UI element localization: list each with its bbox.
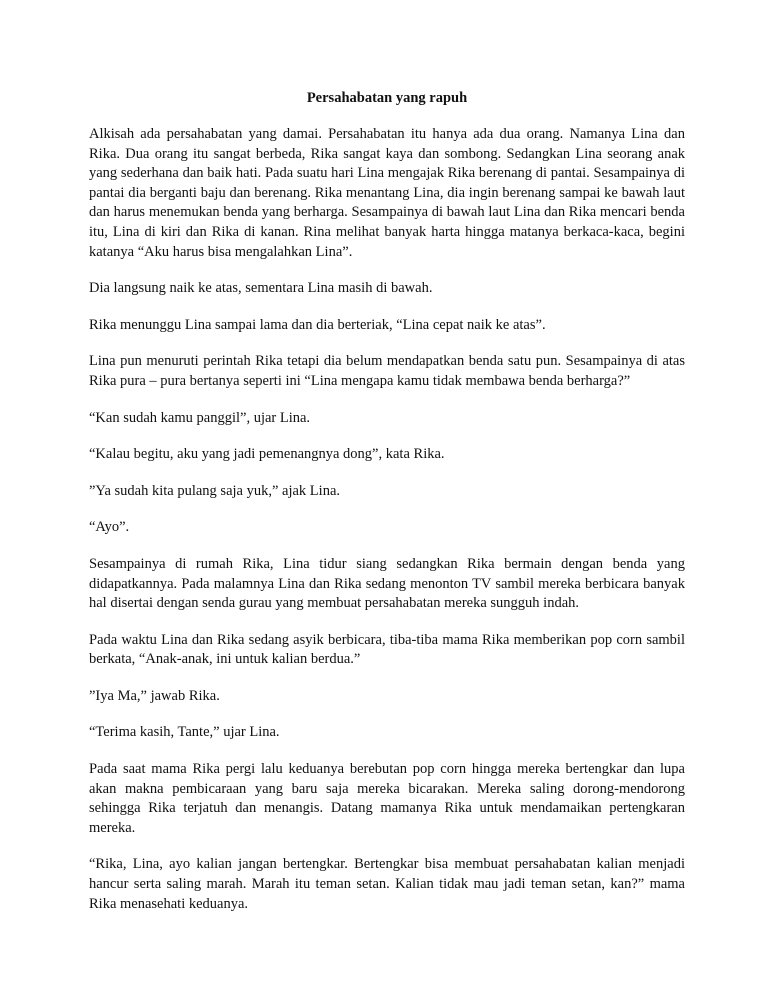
document-page xyxy=(89,88,685,931)
paragraph-10: Pada waktu Lina dan Rika sedang asyik berbicara, tiba-tiba mama Rika memberikan pop corn sambil berkata, “Anak-anak, ini untuk kalian berdua.” xyxy=(89,631,685,668)
document-title: Persahabatan yang rapuh xyxy=(306,90,468,106)
paragraph-12: “Terima kasih, Tante,” ujar Lina. xyxy=(89,724,280,741)
paragraph-14: “Rika, Lina, ayo kalian jangan bertengkar. Bertengkar bisa membuat persahabatan kalian menjadi hancur serta saling marah. Marah itu teman setan. Kalian tidak mau jadi teman setan, kan?” mama Rika menasehati keduanya. xyxy=(89,856,685,912)
paragraph-1: Alkisah ada persahabatan yang damai. Persahabatan itu hanya ada dua orang. Namanya Lina dan Rika. Dua orang itu sangat berbeda, Rika sangat kaya dan sombong. Sedangkan Lina seorang anak yang sederhana dan baik hati. Pada suatu hari Lina mengajak Rika berenang di pantai. Sesampainya di pantai dia berganti baju dan berenang. Rika menantang Lina, dia ingin berenang sampai ke bawah laut dan harus menemukan benda yang berharga. Sesampainya di bawah laut Lina dan Rika mencari benda itu, Lina di kiri dan Rika di kanan. Rina melihat banyak harta hingga matanya berkaca-kaca, begini katanya “Aku harus bisa mengalahkan Lina”. xyxy=(89,126,685,260)
paragraph-3: Rika menunggu Lina sampai lama dan dia berteriak, “Lina cepat naik ke atas”. xyxy=(89,316,546,333)
paragraph-11: ”Iya Ma,” jawab Rika. xyxy=(89,687,220,704)
paragraph-9: Sesampainya di rumah Rika, Lina tidur siang sedangkan Rika bermain dengan benda yang didapatkannya. Pada malamnya Lina dan Rika sedang menonton TV sambil mereka berbicara banyak hal disertai dengan senda gurau yang membuat persahabatan mereka sungguh indah. xyxy=(89,555,685,612)
paragraph-4: Lina pun menuruti perintah Rika tetapi dia belum mendapatkan benda satu pun. Sesampainya di atas Rika pura – pura bertanya seperti ini “Lina mengapa kamu tidak membawa benda berharga?” xyxy=(89,353,685,389)
paragraph-6: “Kalau begitu, aku yang jadi pemenangnya dong”, kata Rika. xyxy=(89,446,445,463)
paragraph-8: “Ayo”. xyxy=(89,519,130,536)
paragraph-13: Pada saat mama Rika pergi lalu keduanya berebutan pop corn hingga mereka bertengkar dan lupa akan makna pembicaraan yang baru saja mereka bicarakan. Mereka saling dorong-mendorong sehingga Rika terjatuh dan menangis. Datang mamanya Rika untuk mendamaikan pertengkaran mereka. xyxy=(89,761,685,836)
paragraph-2: Dia langsung naik ke atas, sementara Lina masih di bawah. xyxy=(89,280,433,297)
paragraph-7: ”Ya sudah kita pulang saja yuk,” ajak Lina. xyxy=(89,482,341,499)
paragraph-5: “Kan sudah kamu panggil”, ujar Lina. xyxy=(89,409,311,426)
